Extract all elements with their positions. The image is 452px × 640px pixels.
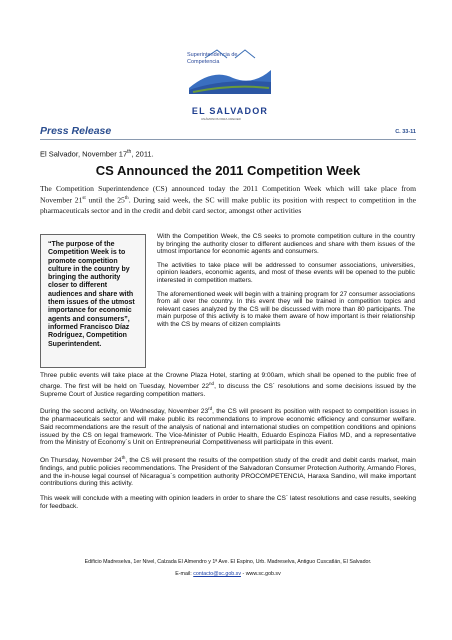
right-paragraph: The aforementioned week will begin with a training program for 27 consumer associations from all over the country. In this event they will be trained in competition topics and relevant cases analyzed by the CS will be discussed with more than 80 participants. The main purpose of this activity is to make them aware of how important is their relationship with the CS by means of citizen complaints [157,290,415,328]
logo [183,48,275,126]
p2-text-a: During the second activity, on Wednesday, November 23 [40,408,209,416]
right-column [157,233,415,335]
p3-sup: th [121,455,126,460]
press-release-code: C. 33-11 [395,129,416,135]
intro-sup1: st [82,196,86,202]
body-text [40,372,416,517]
intro-paragraph [40,184,416,216]
website-text: www.sc.gob.sv [245,571,281,577]
press-release-title: Press Release [40,125,112,137]
logo-country: EL SALVADOR [191,106,269,116]
right-paragraph: With the Competition Week, the CS seeks to promote competition culture in the country by bringing the authority closer to different audiences and share with them issues of the utmost importance for economic agents and consumers. [157,233,415,256]
email-link[interactable]: contacto@sc.gob.sv [193,571,241,577]
email-label: E-mail: [175,571,194,577]
body-paragraph-2 [40,405,416,447]
p3-text-a: On Thursday, November 24 [40,457,122,465]
p1-text-b: , to discuss the CS´ resolutions and some decisions issued by the Supreme Court of Justice regarding competition matters. [40,382,416,398]
body-paragraph-1 [40,372,416,398]
footer-separator: - [240,571,246,577]
body-paragraph-4: This week will conclude with a meeting with opinion leaders in order to share the CS´ latest resolutions and case results, seeking for feedback. [40,495,416,510]
footer-address: Edificio Madreselva, 1er Nivel, Calzada El Almendro y 1ª Ave. El Espino, Urb. Madreselva, Antiguo Cuscatlán, El Salvador. [84,559,372,565]
p3-text-b: , the CS will present the results of the competition study of the credit and debit cards market, main findings, and public policies recommendations. The President of the Salvadoran Consumer Protection Authority, Armando Flores, and the in-house legal counsel of Nicaragua´s competition authority PROCOMPETENCIA, Haraxa Sandino, will make important contributions during this activity. [40,457,416,488]
intro-sup2: th [124,196,129,202]
footer-contact [40,571,416,577]
intro-part2: until the 25 [85,195,125,205]
intro-part1: The Competition Superintendence (CS) announced today the 2011 Competition Week which will take place from November 21 [40,184,416,205]
press-release-header [40,125,416,140]
date-suffix: th [127,149,132,155]
p2-sup: rd [208,406,213,412]
p2-text-b: , the CS will present its position with respect to competition issues in the pharmaceuticals sector and will make public its recommendations to improve economic efficiency and consumer welfare. Said recommendations are the result of the analysis of national and international studies on competition conditions and opinions issued by the CS on legal framework. The Vice-Minister of Public Health, Eduardo Espinoza Fiallos MD, and a representative from the Ministry of Economy´s Unit on Entrepreneurial Competitiveness will participate in this event. [40,408,416,447]
logo-org-line2: Competencia [187,58,220,65]
body-paragraph-3 [40,454,416,488]
p1-text-a: Three public events will take place at the Crowne Plaza Hotel, starting at 9:00am, which shall be opened to the public free of charge. The first will be held on Tuesday, November 22 [40,372,416,390]
logo-org-line1: Superintendencia de [187,52,238,58]
headline: CS Announced the 2011 Competition Week [95,163,361,178]
release-date [40,149,154,159]
date-year: , 2011. [131,149,154,159]
right-paragraph: The activities to take place will be addressed to consumer associations, universities, opinion leaders, economic agents, and most of these events will be opened to the public interested in competition matters. [157,261,415,284]
logo-tagline: UNÁMONOS PARA CRECER [201,117,241,121]
logo-emblem-icon [183,48,275,106]
date-prefix: El Salvador, November 17 [40,149,128,159]
intro-part3: . During said week, the SC will make public its position with respect to competition in the pharmaceuticals sector and in the credit and debit card sector, amongst other activities [40,195,417,216]
pull-quote: “The purpose of the Competition Week is to promote competition culture in the country by bringing the authority closer to different audiences and share with them issues of the utmost importance for economic agents and consumers”, informed Francisco Díaz Rodríguez, Competition Superintendent. [40,234,146,368]
p1-sup: nd [209,380,215,386]
